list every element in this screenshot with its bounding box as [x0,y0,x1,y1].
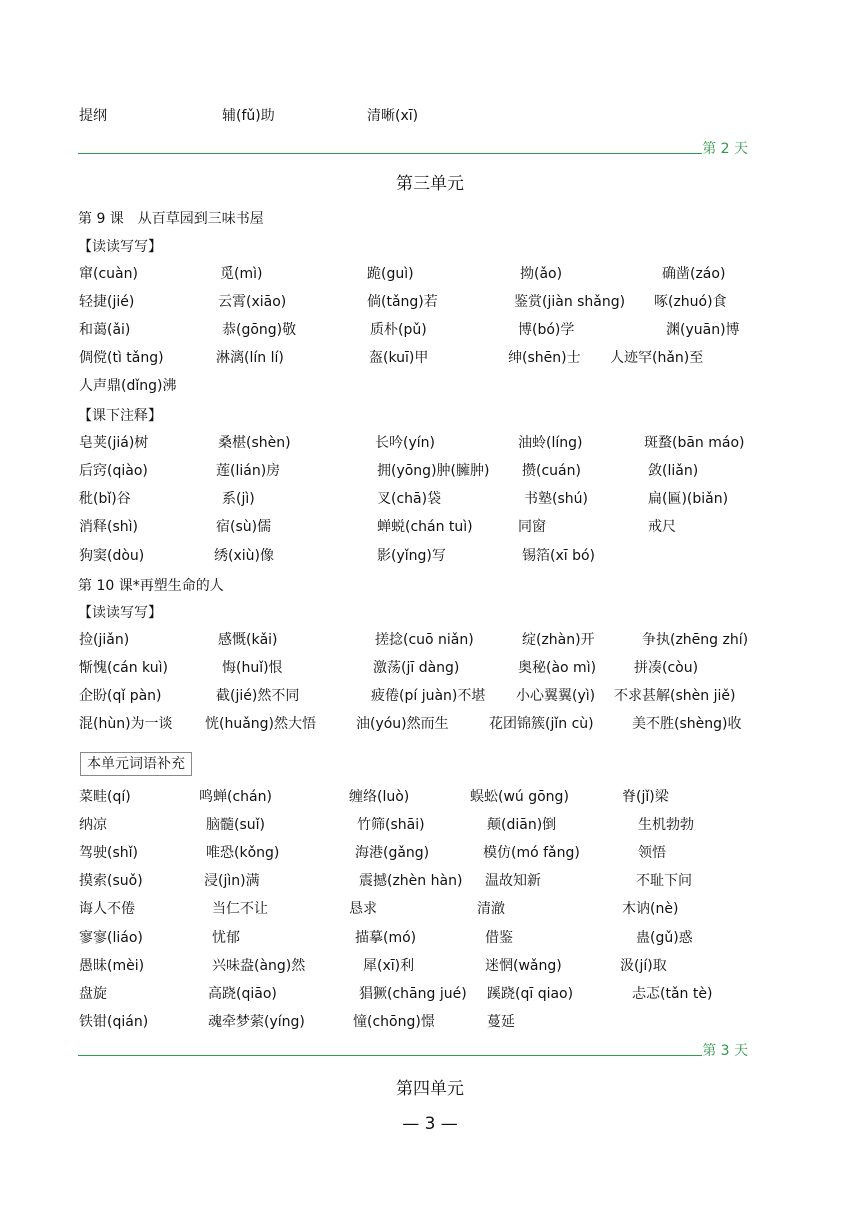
vocab-item: 提纲 [79,108,107,124]
section-header: 【读读写写】 [78,605,162,621]
vocab-item: 叉(chā)袋 [377,491,442,507]
vocab-item: 猖獗(chāng jué) [359,986,467,1002]
vocab-item: 震撼(zhèn hàn) [359,873,463,889]
vocab-item: 截(jié)然不同 [216,688,300,704]
vocab-item: 莲(lián)房 [216,463,281,479]
vocab-item: 迷惘(wǎng) [485,958,562,974]
vocab-item: 锡箔(xī bó) [522,548,596,564]
lesson-title: 第 10 课*再塑生命的人 [78,578,224,594]
vocab-item: 和蔼(ǎi) [79,322,131,338]
vocab-item: 模仿(mó fǎng) [483,845,580,861]
vocab-item: 诲人不倦 [79,901,135,917]
vocab-item: 高跷(qiāo) [208,986,277,1002]
vocab-item: 美不胜(shèng)收 [632,716,742,732]
vocab-item: 汲(jí)取 [620,958,667,974]
vocab-item: 戒尺 [648,519,676,535]
vocab-item: 斑蝥(bān máo) [644,435,745,451]
supplement-label: 本单元词语补充 [80,752,192,776]
vocab-item: 恭(gōng)敬 [222,322,297,338]
vocab-item: 拗(ǎo) [520,266,563,282]
vocab-item: 不耻下问 [636,873,692,889]
vocab-item: 影(yǐng)写 [377,548,446,564]
vocab-item: 企盼(qǐ pàn) [79,688,162,704]
vocab-item: 疲倦(pí juàn)不堪 [371,688,486,704]
vocab-item: 扁(匾)(biǎn) [648,491,729,507]
day-mark: 第 3 天 [702,1043,748,1059]
vocab-item: 恳求 [349,901,377,917]
vocab-item: 忧郁 [212,930,240,946]
vocab-item: 攒(cuán) [522,463,581,479]
unit-title: 第三单元 [396,174,464,194]
vocab-item: 盘旋 [79,986,107,1002]
vocab-item: 博(bó)学 [518,322,575,338]
vocab-item: 确凿(záo) [662,266,726,282]
vocab-item: 人迹罕(hǎn)至 [610,350,704,366]
vocab-item: 觅(mì) [220,266,263,282]
vocab-item: 颠(diān)倒 [487,817,557,833]
vocab-item: 领悟 [638,845,666,861]
vocab-item: 魂牵梦萦(yíng) [208,1014,305,1030]
vocab-item: 当仁不让 [212,901,268,917]
vocab-item: 海港(gǎng) [355,845,430,861]
vocab-item: 窜(cuàn) [79,266,138,282]
vocab-item: 奥秘(ào mì) [518,660,597,676]
vocab-item: 秕(bǐ)谷 [79,491,131,507]
vocab-item: 长吟(yín) [375,435,435,451]
vocab-item: 脊(jǐ)梁 [622,789,669,805]
vocab-item: 不求甚解(shèn jiě) [614,688,736,704]
vocab-item: 忐忑(tǎn tè) [632,986,713,1002]
vocab-item: 惭愧(cán kuì) [79,660,168,676]
vocab-item: 激荡(jī dàng) [373,660,460,676]
vocab-item: 狗窦(dòu) [79,548,145,564]
vocab-item: 借鉴 [485,930,513,946]
vocab-item: 跪(guì) [367,266,414,282]
vocab-item: 辅(fǔ)助 [222,108,275,124]
vocab-item: 描摹(mó) [355,930,417,946]
day-mark: 第 2 天 [702,141,748,157]
vocab-item: 后窍(qiào) [79,463,148,479]
vocab-item: 纳凉 [79,817,107,833]
vocab-item: 驾驶(shǐ) [79,845,138,861]
vocab-item: 拥(yōng)肿(臃肿) [377,463,490,479]
vocab-item: 木讷(nè) [622,901,679,917]
day-divider [78,1039,748,1059]
vocab-item: 人声鼎(dǐng)沸 [79,378,177,394]
vocab-item: 铁钳(qián) [79,1014,149,1030]
vocab-item: 鸣蝉(chán) [199,789,272,805]
vocab-item: 浸(jìn)满 [204,873,260,889]
vocab-item: 同窗 [518,519,546,535]
vocab-item: 混(hùn)为一谈 [79,716,173,732]
vocab-item: 桑椹(shèn) [218,435,291,451]
vocab-item: 恍(huǎng)然大悟 [205,716,317,732]
vocab-item: 拼凑(còu) [634,660,699,676]
vocab-item: 争执(zhēng zhí) [642,632,749,648]
vocab-item: 倜傥(tì tǎng) [79,350,164,366]
vocab-item: 消释(shì) [79,519,138,535]
vocab-item: 愚昧(mèi) [79,958,145,974]
vocab-item: 菜畦(qí) [79,789,131,805]
vocab-item: 感慨(kǎi) [218,632,278,648]
vocab-item: 油蛉(líng) [518,435,583,451]
vocab-item: 皂荚(jiá)树 [79,435,149,451]
unit-title: 第四单元 [396,1079,464,1099]
vocab-item: 摸索(suǒ) [79,873,143,889]
vocab-item: 缠络(luò) [349,789,410,805]
vocab-item: 轻捷(jié) [79,294,135,310]
vocab-item: 质朴(pǔ) [370,322,427,338]
vocab-item: 兴味盎(àng)然 [212,958,306,974]
vocab-item: 蹊跷(qī qiao) [487,986,574,1002]
vocab-item: 蝉蜕(chán tuì) [377,519,473,535]
vocab-item: 寥寥(liáo) [79,930,143,946]
vocab-item: 唯恐(kǒng) [206,845,280,861]
vocab-item: 宿(sù)儒 [216,519,272,535]
vocab-item: 书塾(shú) [524,491,588,507]
vocab-item: 竹筛(shāi) [357,817,425,833]
vocab-item: 绣(xiù)像 [214,548,274,564]
vocab-item: 鉴赏(jiàn shǎng) [514,294,626,310]
day-divider [78,137,748,157]
vocab-item: 温故知新 [485,873,541,889]
vocab-item: 蛊(gǔ)惑 [636,930,693,946]
vocab-item: 搓捻(cuō niǎn) [375,632,474,648]
vocab-item: 憧(chōng)憬 [353,1014,435,1030]
vocab-item: 清晰(xī) [367,108,419,124]
vocab-item: 生机勃勃 [638,817,694,833]
page-number: — 3 — [402,1114,458,1134]
vocab-item: 捡(jiǎn) [79,632,130,648]
lesson-title: 第 9 课 从百草园到三味书屋 [78,211,264,227]
vocab-item: 小心翼翼(yì) [516,688,596,704]
vocab-item: 淋漓(lín lí) [216,350,284,366]
vocab-item: 犀(xī)利 [363,958,415,974]
vocab-item: 油(yóu)然而生 [356,716,449,732]
vocab-item: 蔓延 [487,1014,515,1030]
vocab-item: 悔(huǐ)恨 [222,660,283,676]
vocab-item: 云霄(xiāo) [218,294,287,310]
vocab-item: 倘(tǎng)若 [367,294,438,310]
vocab-item: 盔(kuī)甲 [369,350,429,366]
vocab-item: 绅(shēn)士 [508,350,581,366]
section-header: 【课下注释】 [78,408,162,424]
vocab-item: 蜈蚣(wú gōng) [470,789,569,805]
vocab-item: 清澈 [477,901,505,917]
vocab-item: 脑髓(suǐ) [206,817,265,833]
vocab-item: 花团锦簇(jǐn cù) [489,716,594,732]
vocab-item: 啄(zhuó)食 [654,294,727,310]
vocab-item: 敛(liǎn) [648,463,699,479]
vocab-item: 绽(zhàn)开 [522,632,595,648]
section-header: 【读读写写】 [78,239,162,255]
vocab-item: 系(jì) [222,491,255,507]
vocab-item: 渊(yuān)博 [666,322,740,338]
